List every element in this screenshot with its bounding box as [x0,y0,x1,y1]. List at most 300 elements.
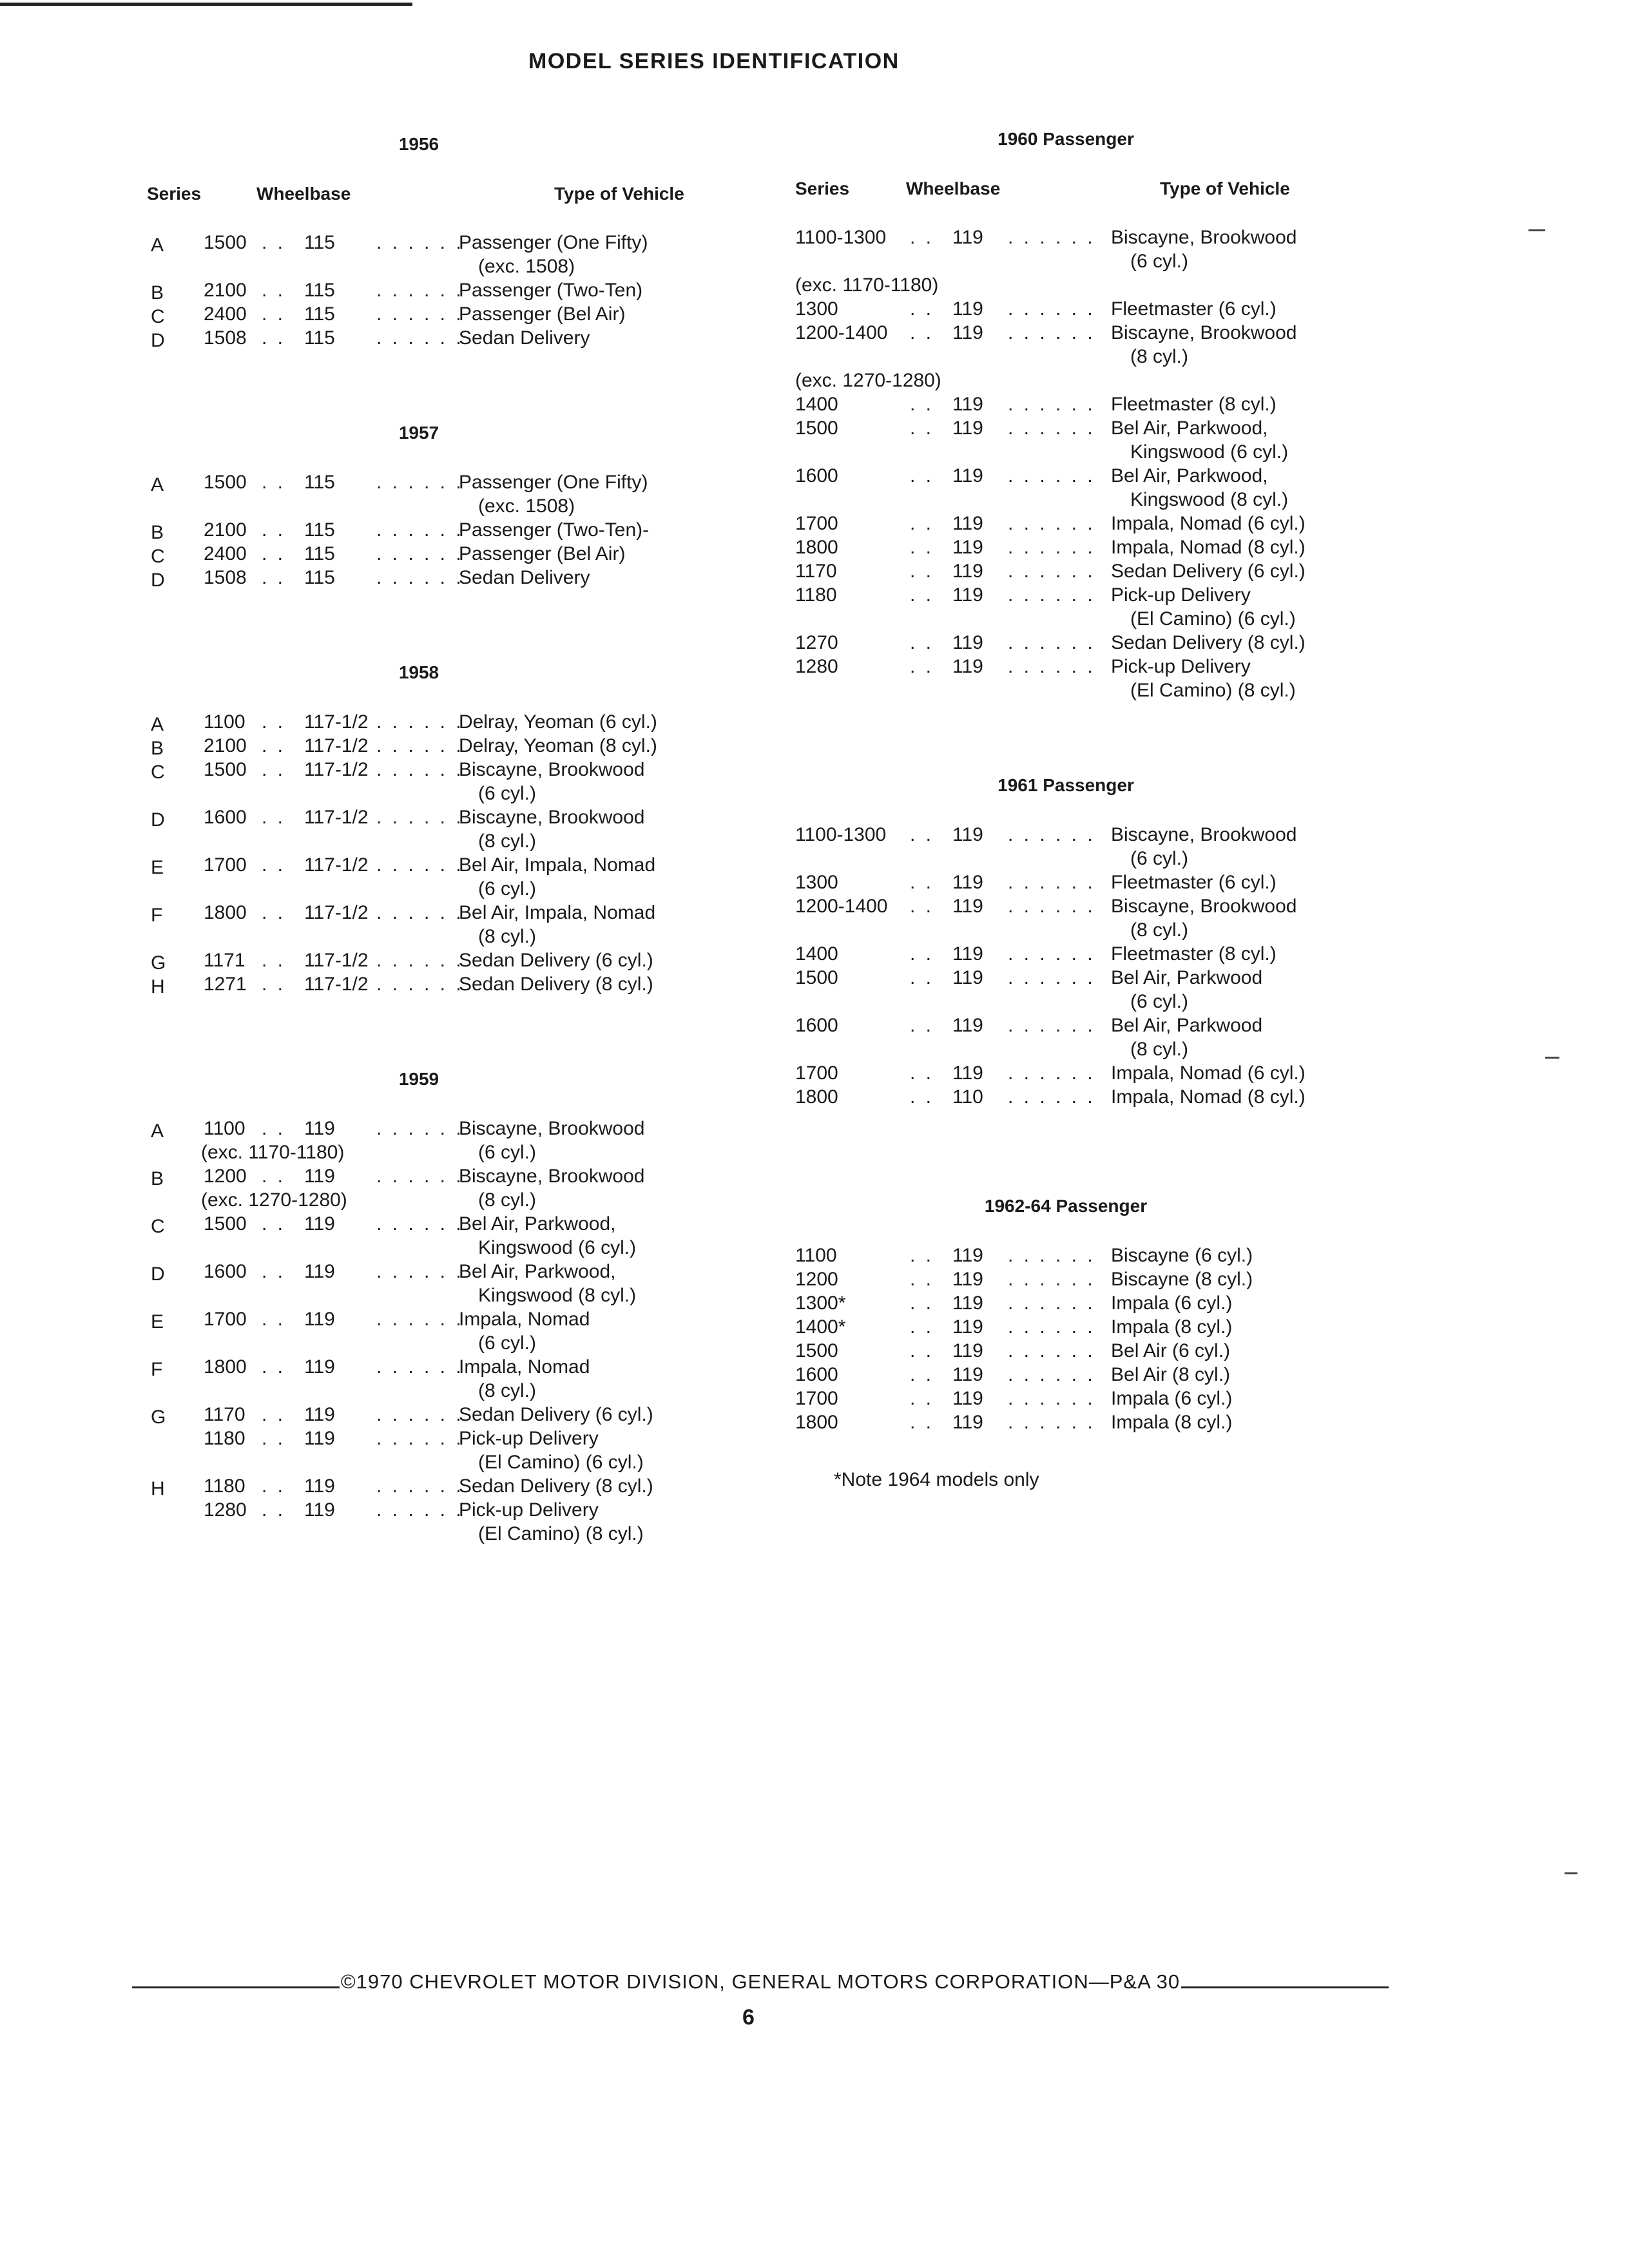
vehicle-type: Sedan Delivery (6 cyl.) [459,950,653,971]
wheelbase-value: 119 [952,1269,983,1290]
table-row [142,734,760,758]
vehicle-type: (8 cyl.) [1130,919,1188,941]
series-number: 1500 [795,1340,838,1361]
series-number: 1700 [795,513,838,534]
vehicle-type: Pick-up Delivery [1111,656,1251,677]
vehicle-type: Impala, Nomad (8 cyl.) [1111,1086,1306,1108]
series-number: 1400 [795,394,838,415]
leader-dots: . . [262,854,286,876]
table-row [795,1339,1440,1363]
table-row [795,512,1440,535]
section [795,1194,1440,1492]
wheelbase-value: 117-1/2 [304,735,369,756]
leader-dots: . . [910,537,934,558]
leader-dots: . . [262,232,286,253]
wheelbase-value: 119 [952,1364,983,1385]
series-letter: F [151,905,163,926]
leader-dots: . . . . . . [376,1166,464,1187]
leader-dots: . . . . . . [376,1475,464,1497]
leader-dots: . . . . . . [376,1118,464,1139]
wheelbase-value: 119 [952,394,983,415]
leader-dots: . . [910,1015,934,1036]
leader-dots: . . . . . . [376,1213,464,1235]
wheelbase-value: 117-1/2 [304,759,369,780]
series-number: 1170 [795,561,837,582]
table-row [142,1260,760,1307]
left-column [142,132,760,1546]
leader-dots: . . [910,1388,934,1409]
leader-dots: . . . . . . [1008,967,1095,988]
column-headers [142,182,760,207]
leader-dots: . . . . . . [1008,824,1095,845]
table-row [795,226,1440,273]
leader-dots: . . . . . . [1008,227,1095,248]
vehicle-type: Fleetmaster (8 cyl.) [1111,394,1277,415]
vehicle-type: (8 cyl.) [1130,1039,1188,1060]
leader-dots: . . [262,567,286,588]
wheelbase-value: 119 [304,1475,335,1497]
exclusion-note: (exc. 1170-1180) [795,274,939,296]
series-letter: G [151,952,166,974]
leader-dots: . . [262,902,286,923]
series-letter: B [151,1168,164,1189]
vehicle-type: (exc. 1508) [478,495,575,517]
vehicle-type: (6 cyl.) [1130,848,1188,869]
header-type: Type of Vehicle [1160,178,1290,198]
vehicle-type: Fleetmaster (6 cyl.) [1111,872,1277,893]
wheelbase-value: 115 [304,327,335,349]
wheelbase-value: 119 [304,1309,335,1330]
table-row [795,1363,1440,1387]
leader-dots: . . . . . . [1008,872,1095,893]
leader-dots: . . . . . . [376,711,464,733]
table-row [795,1267,1440,1291]
table-row [795,1244,1440,1267]
wheelbase-value: 119 [952,872,983,893]
series-letter: A [151,474,164,495]
vehicle-type: Fleetmaster (8 cyl.) [1111,943,1277,965]
vehicle-type: Passenger (One Fifty) [459,472,648,493]
vehicle-type: Biscayne, Brookwood [459,1166,645,1187]
table-row [142,278,760,302]
table-row [142,566,760,590]
leader-dots: . . . . . . [376,1261,464,1282]
table-row [795,535,1440,559]
vehicle-type: Passenger (Bel Air) [459,303,626,325]
leader-dots: . . [910,967,934,988]
leader-dots: . . [910,418,934,439]
series-number: 1700 [795,1062,838,1084]
vehicle-type: Impala (6 cyl.) [1111,1293,1233,1314]
series-number: 1508 [204,567,247,588]
vehicle-type: Biscayne, Brookwood [459,759,645,780]
wheelbase-value: 119 [952,513,983,534]
section [142,1067,760,1546]
table-row [795,1014,1440,1061]
leader-dots: . . . . . . [1008,418,1095,439]
leader-dots: . . . . . . [1008,656,1095,677]
leader-dots: . . [262,327,286,349]
series-number: 1270 [795,632,838,653]
vehicle-type: Impala, Nomad [459,1356,590,1378]
leader-dots: . . . . . . [376,759,464,780]
leader-dots: . . [910,561,934,582]
leader-dots: . . [262,472,286,493]
column-headers [795,177,1440,202]
leader-dots: . . [910,513,934,534]
series-number: 1700 [204,1309,247,1330]
table-row [142,1403,760,1427]
wheelbase-value: 119 [952,561,983,582]
series-number: 1280 [204,1499,247,1521]
wheelbase-value: 115 [304,567,335,588]
series-number: 1180 [204,1475,246,1497]
vehicle-type: Passenger (One Fifty) [459,232,648,253]
leader-dots: . . [262,1356,286,1378]
series-letter: A [151,714,164,735]
vehicle-type: (6 cyl.) [1130,991,1188,1012]
series-letter: C [151,1216,165,1237]
vehicle-type: Bel Air (8 cyl.) [1111,1364,1231,1385]
series-letter: F [151,1359,163,1380]
section [142,660,760,996]
leader-dots: . . [910,227,934,248]
header-wheelbase: Wheelbase [256,184,351,204]
table-row [142,542,760,566]
vehicle-type: Passenger (Two-Ten)- [459,519,650,541]
series-number: 1500 [204,759,247,780]
wheelbase-value: 119 [952,418,983,439]
vehicle-type: Sedan Delivery (6 cyl.) [459,1404,653,1425]
wheelbase-value: 117-1/2 [304,902,369,923]
series-number: 2100 [204,280,247,301]
vehicle-type: (8 cyl.) [478,1380,536,1401]
table-row [142,470,760,518]
vehicle-type: (6 cyl.) [478,783,536,804]
footer-rule-right [1181,1986,1389,1988]
vehicle-type: (El Camino) (8 cyl.) [1130,680,1296,701]
series-number: 1200 [795,1269,838,1290]
series-number: 1800 [204,902,247,923]
vehicle-type: Impala, Nomad (6 cyl.) [1111,513,1306,534]
leader-dots: . . . . . . [376,950,464,971]
leader-dots: . . [262,950,286,971]
vehicle-type: Sedan Delivery [459,567,590,588]
table-row [142,518,760,542]
header-series: Series [795,178,850,198]
vehicle-type: (6 cyl.) [478,878,536,899]
vehicle-type: (exc. 1508) [478,256,575,277]
vehicle-type: (6 cyl.) [478,1332,536,1354]
series-number: 1500 [204,472,247,493]
series-number: 1300* [795,1293,846,1314]
leader-dots: . . . . . . [1008,1412,1095,1433]
wheelbase-value: 119 [952,227,983,248]
series-number: 1100-1300 [795,824,887,845]
page-number: 6 [742,2005,755,2030]
table-row [142,710,760,734]
section-title: 1959 [398,1069,439,1089]
wheelbase-value: 119 [304,1166,335,1187]
vehicle-type: Pick-up Delivery [1111,584,1251,606]
series-number: 1171 [204,950,246,971]
leader-dots: . . . . . . [376,854,464,876]
right-column [795,127,1440,1492]
section-title: 1957 [398,423,439,443]
vehicle-type: Biscayne, Brookwood [1111,322,1297,343]
wheelbase-value: 119 [304,1428,335,1449]
leader-dots: . . [910,1086,934,1108]
wheelbase-value: 119 [304,1404,335,1425]
table-row [795,894,1440,942]
wheelbase-value: 117-1/2 [304,854,369,876]
wheelbase-value: 115 [304,303,335,325]
section-title: 1960 Passenger [998,129,1134,149]
table-row [142,948,760,972]
vehicle-type: Bel Air, Impala, Nomad [459,854,656,876]
leader-dots: . . . . . . [376,735,464,756]
table-row [142,901,760,948]
leader-dots: . . . . . . [1008,394,1095,415]
series-letter: D [151,809,165,831]
vehicle-type: (6 cyl.) [478,1142,536,1163]
vehicle-type: Sedan Delivery (8 cyl.) [459,974,653,995]
leader-dots: . . [262,735,286,756]
series-number: 1100 [204,1118,246,1139]
leader-dots: . . . . . . [1008,943,1095,965]
leader-dots: . . . . . . [1008,1388,1095,1409]
leader-dots: . . [910,1245,934,1266]
vehicle-type: (8 cyl.) [478,1189,536,1211]
series-number: 1100 [204,711,246,733]
table-row [795,823,1440,870]
series-letter: E [151,1311,164,1332]
table-row [795,942,1440,966]
leader-dots: . . . . . . [1008,465,1095,486]
table-row [142,1164,760,1212]
series-number: 1280 [795,656,838,677]
header-series: Series [147,184,202,204]
vehicle-type: Biscayne, Brookwood [1111,824,1297,845]
leader-dots: . . . . . . [376,303,464,325]
leader-dots: . . [910,1412,934,1433]
series-letter: B [151,522,164,543]
leader-dots: . . [262,1428,286,1449]
series-number: 1400* [795,1316,846,1338]
series-letter: D [151,570,165,591]
series-number: 1300 [795,298,838,320]
table-row [795,464,1440,512]
leader-dots: . . [262,1499,286,1521]
vehicle-type: Sedan Delivery (6 cyl.) [1111,561,1306,582]
footer-text: ©1970 CHEVROLET MOTOR DIVISION, GENERAL MOTORS CORPORATION—P&A 30 [340,1970,1181,1993]
vehicle-type: Bel Air, Parkwood, [459,1213,616,1235]
wheelbase-value: 119 [952,656,983,677]
leader-dots: . . . . . . [376,1404,464,1425]
leader-dots: . . . . . . [376,1309,464,1330]
wheelbase-value: 119 [952,824,983,845]
leader-dots: . . [910,872,934,893]
series-number: 1180 [204,1428,246,1449]
wheelbase-value: 119 [952,967,983,988]
wheelbase-value: 117-1/2 [304,807,369,828]
wheelbase-value: 119 [304,1499,335,1521]
series-number: 1508 [204,327,247,349]
series-number: 1500 [795,418,838,439]
vehicle-type: Sedan Delivery (8 cyl.) [459,1475,653,1497]
wheelbase-value: 119 [952,1245,983,1266]
leader-dots: . . . . . . [1008,1293,1095,1314]
table-row [142,231,760,278]
vehicle-type: (8 cyl.) [1130,346,1188,367]
table-row [142,1474,760,1498]
wheelbase-value: 119 [952,1388,983,1409]
vehicle-type: Biscayne, Brookwood [1111,227,1297,248]
series-number: 1180 [795,584,837,606]
leader-dots: . . [910,584,934,606]
vehicle-type: Bel Air, Parkwood [1111,1015,1263,1036]
vehicle-type: Passenger (Two-Ten) [459,280,643,301]
section-title: 1962-64 Passenger [984,1196,1148,1216]
leader-dots: . . . . . . [1008,1269,1095,1290]
series-letter: G [151,1407,166,1428]
wheelbase-value: 119 [952,1015,983,1036]
vehicle-type: Pick-up Delivery [459,1499,599,1521]
leader-dots: . . . . . . [376,1356,464,1378]
vehicle-type: Bel Air, Parkwood [1111,967,1263,988]
wheelbase-value: 119 [952,1412,983,1433]
section [795,773,1440,1109]
leader-dots: . . [910,1269,934,1290]
series-number: 1600 [795,1364,838,1385]
leader-dots: . . . . . . [376,543,464,564]
table-row [142,1427,760,1474]
table-row [795,1085,1440,1109]
leader-dots: . . [910,632,934,653]
table-row [795,583,1440,631]
series-number: 1800 [795,537,838,558]
table-row [142,1212,760,1260]
series-number: 1600 [795,465,838,486]
leader-dots: . . [910,465,934,486]
leader-dots: . . . . . . [1008,896,1095,917]
vehicle-type: Impala (8 cyl.) [1111,1316,1233,1338]
leader-dots: . . . . . . [1008,537,1095,558]
table-row [795,631,1440,655]
leader-dots: . . [910,322,934,343]
leader-dots: . . . . . . [1008,513,1095,534]
section-title: 1958 [398,662,439,682]
leader-dots: . . [262,974,286,995]
vehicle-type: Kingswood (8 cyl.) [478,1285,637,1306]
leader-dots: . . [910,1364,934,1385]
wheelbase-value: 119 [304,1118,335,1139]
vehicle-type: Biscayne (6 cyl.) [1111,1245,1253,1266]
vehicle-type: Impala (8 cyl.) [1111,1412,1233,1433]
table-row [142,853,760,901]
series-letter: E [151,857,164,878]
series-letter: H [151,976,165,997]
vehicle-type: Biscayne, Brookwood [459,1118,645,1139]
leader-dots: . . [910,298,934,320]
leader-dots: . . [910,1316,934,1338]
series-number: 1100 [795,1245,837,1266]
vehicle-type: Kingswood (8 cyl.) [1130,489,1289,510]
series-number: 1700 [795,1388,838,1409]
table-row [795,1410,1440,1434]
wheelbase-value: 119 [304,1213,335,1235]
table-row [142,302,760,326]
vehicle-type: Bel Air, Impala, Nomad [459,902,656,923]
series-number: 1200 [204,1166,247,1187]
leader-dots: . . . . . . [1008,1062,1095,1084]
table-row [142,758,760,805]
vehicle-type: Bel Air (6 cyl.) [1111,1340,1231,1361]
wheelbase-value: 117-1/2 [304,711,369,733]
table-row [142,1355,760,1403]
vehicle-type: (8 cyl.) [478,831,536,852]
leader-dots: . . [262,519,286,541]
series-number: 1600 [795,1015,838,1036]
leader-dots: . . [262,759,286,780]
table-row [142,1307,760,1355]
vehicle-type: Kingswood (6 cyl.) [478,1237,637,1258]
wheelbase-value: 119 [952,896,983,917]
series-number: 1700 [204,854,247,876]
section [795,127,1440,702]
leader-dots: . . . . . . [1008,561,1095,582]
vehicle-type: Sedan Delivery [459,327,590,349]
vehicle-type: (6 cyl.) [1130,251,1188,272]
series-number: 1100-1300 [795,227,887,248]
wheelbase-value: 119 [304,1356,335,1378]
vehicle-type: Bel Air, Parkwood, [459,1261,616,1282]
table-row [795,416,1440,464]
vehicle-type: Biscayne (8 cyl.) [1111,1269,1253,1290]
table-row [142,326,760,350]
wheelbase-value: 117-1/2 [304,974,369,995]
wheelbase-value: 119 [952,632,983,653]
vehicle-type: Bel Air, Parkwood, [1111,418,1268,439]
leader-dots: . . [262,1118,286,1139]
series-number: 1400 [795,943,838,965]
series-letter: D [151,330,165,351]
vehicle-type: (El Camino) (8 cyl.) [478,1523,644,1544]
header-type: Type of Vehicle [554,184,684,204]
footnote: *Note 1964 models only [834,1469,1039,1490]
series-number: 2100 [204,735,247,756]
series-letter: H [151,1478,165,1499]
series-letter: A [151,235,164,256]
vehicle-type: Impala, Nomad (8 cyl.) [1111,537,1306,558]
leader-dots: . . . . . . [376,974,464,995]
leader-dots: . . [910,824,934,845]
series-letter: C [151,762,165,783]
leader-dots: . . [262,1166,286,1187]
table-row [142,805,760,853]
leader-dots: . . [262,1475,286,1497]
wheelbase-value: 115 [304,472,335,493]
leader-dots: . . . . . . [1008,298,1095,320]
leader-dots: . . [262,543,286,564]
vehicle-type: Delray, Yeoman (8 cyl.) [459,735,657,756]
table-row [142,1117,760,1164]
vehicle-type: Sedan Delivery (8 cyl.) [1111,632,1306,653]
series-number: 1800 [795,1086,838,1108]
leader-dots: . . [910,656,934,677]
series-number: 2100 [204,519,247,541]
leader-dots: . . . . . . [1008,1086,1095,1108]
